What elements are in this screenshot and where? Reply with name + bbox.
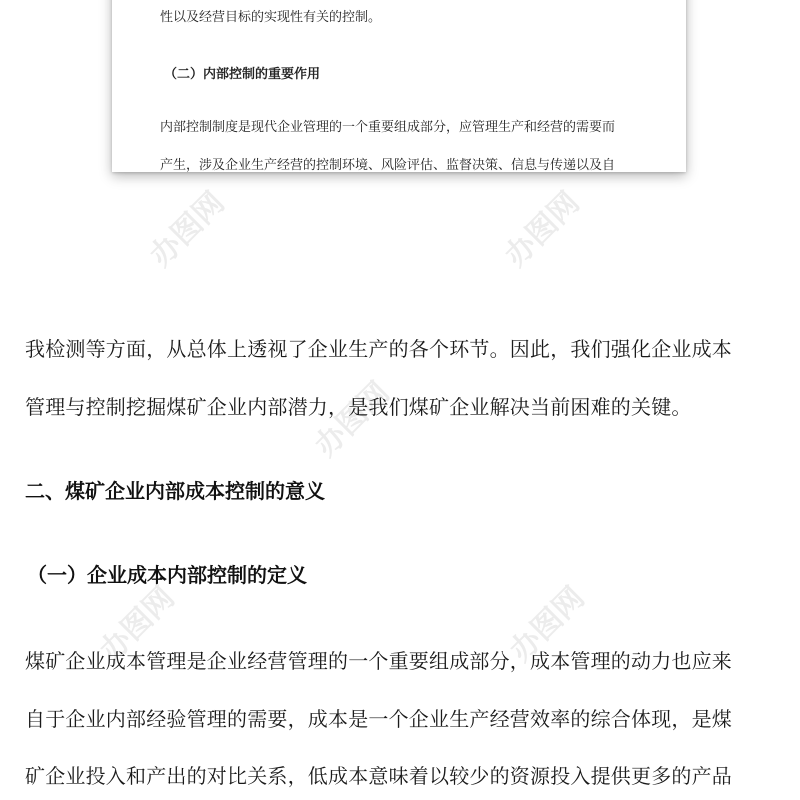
document-preview-card xyxy=(112,0,686,172)
paragraph-line: 煤矿企业成本管理是企业经营管理的一个重要组成部分，成本管理的动力也应来 xyxy=(25,649,732,673)
watermark: 办图网 xyxy=(143,185,232,274)
watermark: 办图网 xyxy=(503,580,592,669)
paragraph-line: 我检测等方面，从总体上透视了企业生产的各个环节。因此，我们强化企业成本 xyxy=(25,337,732,361)
paragraph-line: 管理与控制挖掘煤矿企业内部潜力，是我们煤矿企业解决当前困难的关键。 xyxy=(25,395,692,419)
watermark: 办图网 xyxy=(93,580,182,669)
paragraph-line: 自于企业内部经验管理的需要，成本是一个企业生产经营效率的综合体现，是煤 xyxy=(25,707,732,731)
card-text-line: 内部控制制度是现代企业管理的一个重要组成部分，应管理生产和经营的需要而 xyxy=(160,120,616,135)
card-text-line: 产生，涉及企业生产经营的控制环境、风险评估、监督决策、信息与传递以及自 xyxy=(160,158,616,173)
section-heading: 二、煤矿企业内部成本控制的意义 xyxy=(25,479,325,503)
watermark: 办图网 xyxy=(308,375,397,464)
paragraph-line: 矿企业投入和产出的对比关系，低成本意味着以较少的资源投入提供更多的产品 xyxy=(25,764,732,788)
card-text-line: 性以及经营目标的实现性有关的控制。 xyxy=(160,10,382,25)
subsection-heading: （一）企业成本内部控制的定义 xyxy=(27,563,307,587)
card-subheading: （二）内部控制的重要作用 xyxy=(164,67,321,82)
watermark: 办图网 xyxy=(498,185,587,274)
